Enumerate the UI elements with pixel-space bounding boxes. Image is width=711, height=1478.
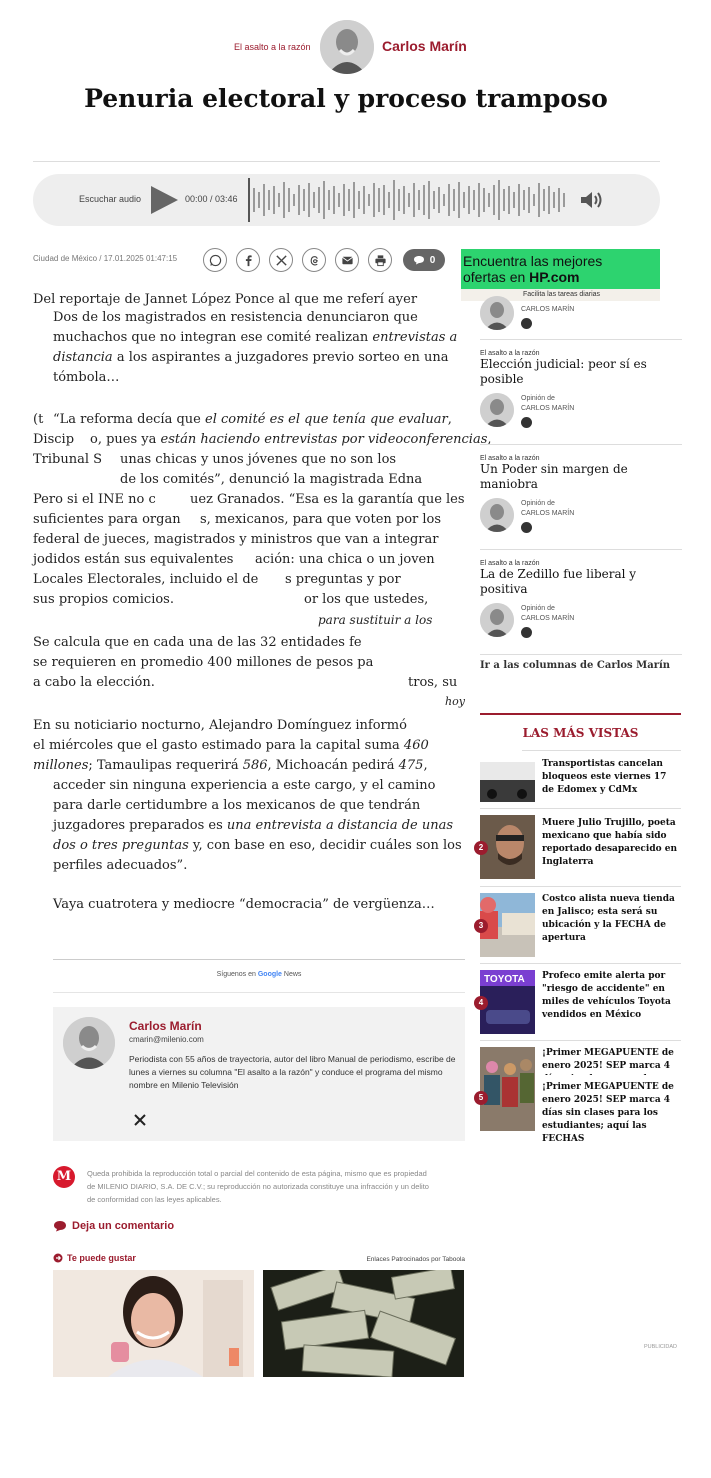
author-bio-card: [53, 1007, 465, 1141]
ad-brand: HP.com: [529, 269, 580, 285]
side-meta: [480, 603, 682, 647]
more-columns-link[interactable]: Ir a las columnas de Carlos Marín: [480, 660, 671, 671]
audio-play-icon[interactable]: [521, 318, 532, 329]
ad-strip: Facilita las tareas diarias: [461, 289, 660, 301]
mini-avatar: [480, 393, 514, 427]
most-viewed-item[interactable]: [480, 815, 681, 885]
divider: [480, 886, 681, 887]
audio-play-icon[interactable]: [521, 627, 532, 638]
side-meta: [480, 393, 682, 437]
side-opinion: Opinión de: [521, 605, 555, 612]
side-kicker: El asalto a la razón: [480, 350, 540, 357]
share-whatsapp-button[interactable]: [203, 248, 227, 272]
rank-badge: 5: [474, 1091, 488, 1105]
article-paragraph: millones; Tamaulipas requerirá 586, Michoacán pedirá 475,: [33, 758, 428, 773]
author-columns-sidebar: [480, 292, 682, 655]
most-viewed-headline[interactable]: Muere Julio Trujillo, poeta mexicano que había sido reportado desaparecido en Inglaterra: [542, 818, 678, 867]
google-news-follow[interactable]: Síguenos en Google News: [216, 971, 302, 978]
divider: [522, 750, 681, 751]
article-paragraph-fragment: Tribunal S: [33, 452, 103, 467]
play-button[interactable]: [147, 183, 181, 217]
article-paragraph-fragment: se requieren en promedio 400 millones de pesos pa: [33, 655, 374, 670]
article-quote-line: or los que ustedes,: [304, 592, 429, 607]
author-avatar[interactable]: [63, 1017, 115, 1069]
audio-time: 00:00 / 03:46: [185, 194, 238, 204]
thumbnail[interactable]: [480, 970, 535, 1034]
article-quote: [53, 308, 465, 388]
legal-notice: Queda prohibida la reproducción total o parcial del contenido de esta página, mismo que es propiedad de MILENIO DIARIO, S.A. DE C.V.; su reproducción no autorizada constituye una infracción y un delito de conformidad con las leyes aplicables.: [87, 1169, 429, 1204]
share-email-button[interactable]: [335, 248, 359, 272]
thumbnail[interactable]: [480, 893, 535, 957]
article-paragraph: Del reportaje de Jannet López Ponce al que me referí ayer: [33, 292, 418, 307]
article-quote: [53, 776, 465, 876]
leave-comment-label: Deja un comentario: [72, 1220, 175, 1232]
quote-line: muchachos que no integran ese comité realizan entrevistas a: [53, 330, 458, 345]
comment-icon: [413, 255, 425, 265]
article-quote-line: o, pues ya están haciendo entrevistas por videoconferencias,: [90, 432, 492, 447]
quote-line: distancia a los aspirantes a juzgadores previo sorteo en una: [53, 350, 449, 365]
thumbnail[interactable]: [480, 815, 535, 879]
article-paragraph: En su noticiario nocturno, Alejandro Domínguez informó: [33, 718, 407, 733]
recommended-label: Te puede gustar: [53, 1253, 136, 1263]
side-title[interactable]: La de Zedillo fue liberal y positiva: [480, 567, 637, 596]
article-paragraph-fragment: jodidos están sus equivalentes: [33, 552, 234, 567]
quote-line: tómbola…: [53, 370, 120, 385]
article-quote-line: s preguntas y por: [285, 572, 401, 587]
milenio-logo: M: [53, 1166, 75, 1188]
most-viewed-headline[interactable]: Transportistas cancelan bloqueos este viernes 17 de Edomex y CdMx: [542, 759, 667, 795]
side-author: CARLOS MARÍN: [521, 405, 575, 412]
recommended-image: [263, 1270, 464, 1377]
side-title[interactable]: Un Poder sin margen de maniobra: [480, 462, 628, 491]
divider: [480, 1040, 681, 1041]
bio-description: Periodista con 55 años de trayectoria, autor del libro Manual de periodismo, escribe de lunes a viernes su columna "El asalto a la razón" y conduce el programa del mismo nombre en Milenio Televisión: [129, 1054, 456, 1090]
thumbnail[interactable]: [480, 756, 535, 802]
side-author: CARLOS MARÍN: [521, 306, 575, 313]
article-quote-line: hoy: [445, 695, 465, 708]
side-kicker: El asalto a la razón: [480, 560, 540, 567]
dateline: Ciudad de México / 17.01.2025 01:47:15: [33, 254, 178, 263]
threads-icon: [308, 254, 321, 267]
whatsapp-icon: [209, 254, 222, 267]
ad-line1: Encuentra las mejores: [463, 253, 603, 269]
author-name[interactable]: Carlos Marín: [382, 38, 467, 54]
rank-badge: 4: [474, 996, 488, 1010]
thumbnail[interactable]: [480, 1047, 535, 1131]
mini-avatar: [480, 498, 514, 532]
divider: [53, 992, 465, 993]
author-avatar[interactable]: [320, 20, 374, 74]
article-quote-line: tros, su: [408, 675, 458, 690]
quote-line: perfiles adecuados”.: [53, 858, 188, 873]
article-header: [0, 18, 711, 78]
audio-player: [33, 174, 660, 226]
most-viewed-headline[interactable]: ¡Primer MEGAPUENTE de enero 2025! SEP marca 4: [542, 1048, 674, 1071]
comment-count-button[interactable]: [403, 249, 445, 271]
mini-avatar: [480, 603, 514, 637]
most-viewed-item[interactable]: [480, 893, 681, 963]
side-kicker: El asalto a la razón: [480, 455, 540, 462]
article-quote-line: “La reforma decía que el comité es el que tenía que evaluar,: [53, 412, 452, 427]
side-title[interactable]: Elección judicial: peor sí es posible: [480, 357, 647, 386]
rank-badge: 2: [474, 841, 488, 855]
most-viewed-headline[interactable]: Profeco emite alerta por "riesgo de accidente" en miles de vehículos Toyota vendidos en México: [542, 971, 671, 1020]
article-quote-line: uez Granados. “Esa es la garantía que les: [190, 492, 465, 507]
ad-line2: ofertas en: [463, 269, 530, 285]
article-paragraph: el miércoles que el gasto estimado para la capital suma 460: [33, 738, 429, 753]
share-facebook-button[interactable]: [236, 248, 260, 272]
quote-line: para darle certidumbre a los mexicanos de que tendrán: [53, 798, 421, 813]
arrow-right-icon: [53, 1253, 63, 1263]
recommended-card[interactable]: [53, 1270, 254, 1377]
x-icon: [275, 254, 288, 267]
volume-icon: [579, 189, 603, 211]
comment-icon: [53, 1220, 67, 1232]
side-meta: [480, 498, 682, 542]
divider: [480, 808, 681, 809]
facebook-icon: [242, 254, 255, 267]
page-title: Penuria electoral y proceso tramposo: [84, 84, 608, 113]
divider: [480, 963, 681, 964]
most-viewed-item[interactable]: [480, 970, 681, 1040]
ad-headline: [463, 253, 653, 285]
taboola-credit[interactable]: Enlaces Patrocinados por Taboola: [366, 1256, 465, 1263]
play-icon: [147, 183, 181, 217]
audio-play-icon[interactable]: [521, 417, 532, 428]
rank-badge: 3: [474, 919, 488, 933]
audio-label: Escuchar audio: [79, 194, 142, 204]
volume-button[interactable]: [579, 189, 603, 211]
email-icon: [341, 254, 354, 267]
article-quote-line: para sustituir a los: [318, 613, 433, 627]
side-column-item: [480, 292, 682, 340]
article-paragraph-fragment: federal de jueces, magistrados y ministros que van a integrar: [33, 532, 439, 547]
audio-waveform[interactable]: [248, 174, 568, 226]
article-quote-line: ación: una chica o un joven: [255, 552, 435, 567]
share-x-button[interactable]: [269, 248, 293, 272]
quote-line: Dos de los magistrados en resistencia denunciaron que: [53, 310, 418, 325]
article-paragraph-fragment: Se calcula que en cada una de las 32 entidades fe: [33, 635, 362, 650]
most-viewed-headline[interactable]: ¡Primer MEGAPUENTE de enero 2025! SEP marca 4 días sin clases para los estudiantes; aquí las FECHAS: [542, 1081, 681, 1146]
bio-name[interactable]: Carlos Marín: [129, 1019, 202, 1033]
article-quote-line: s, mexicanos, para que voten por los: [200, 512, 442, 527]
recommended-image: [53, 1270, 254, 1377]
print-icon: [374, 254, 387, 267]
share-bar: [203, 248, 392, 272]
article-paragraph-fragment: sus propios comicios.: [33, 592, 174, 607]
bio-x-link[interactable]: [133, 1113, 147, 1127]
bio-email[interactable]: cmarin@milenio.com: [129, 1035, 204, 1044]
quote-line: juzgadores preparados es una entrevista a distancia de unas: [53, 818, 454, 833]
leave-comment-link[interactable]: [53, 1220, 174, 1232]
article-quote-line: unas chicas y unos jóvenes que no son los: [120, 452, 397, 467]
comment-count: 0: [429, 254, 436, 266]
side-column-item[interactable]: [480, 550, 682, 655]
recommended-card[interactable]: [263, 1270, 464, 1377]
most-viewed-headline[interactable]: Costco alista nueva tienda en Jalisco; esta será su ubicación y la FECHA de apertura: [542, 894, 675, 943]
article-paragraph-fragment: a cabo la elección.: [33, 675, 155, 690]
divider: [33, 161, 660, 162]
quote-line: dos o tres preguntas y, con base en eso, decidir cuáles son los: [53, 838, 462, 853]
side-opinion: Opinión de: [521, 395, 555, 402]
article-closing: Vaya cuatrotera y mediocre “democracia” de vergüenza…: [53, 897, 435, 912]
x-icon: [133, 1113, 147, 1127]
article-paragraph-fragment: Pero si el INE no c: [33, 492, 156, 507]
mini-avatar: [480, 296, 514, 330]
most-viewed-rule: [480, 713, 681, 715]
divider: [53, 959, 465, 960]
side-author: CARLOS MARÍN: [521, 510, 575, 517]
article-paragraph-fragment: (t: [33, 412, 44, 427]
side-column-item[interactable]: [480, 340, 682, 445]
quote-line: acceder sin ninguna experiencia a este cargo, y el camino: [53, 778, 436, 793]
publicidad-label: PUBLICIDAD: [644, 1344, 678, 1350]
svg-text:TOYOTA: TOYOTA: [484, 974, 525, 985]
share-threads-button[interactable]: [302, 248, 326, 272]
most-viewed-title: LAS MÁS VISTAS: [522, 726, 639, 740]
side-opinion: Opinión de: [521, 500, 555, 507]
side-column-item[interactable]: [480, 445, 682, 550]
column-kicker[interactable]: El asalto a la razón: [234, 42, 311, 52]
article-paragraph-fragment: Discip: [33, 432, 75, 447]
article-paragraph-fragment: Locales Electorales, incluido el de: [33, 572, 259, 587]
audio-play-icon[interactable]: [521, 522, 532, 533]
side-author: CARLOS MARÍN: [521, 615, 575, 622]
article-quote-line: de los comités”, denunció la magistrada Edna: [120, 472, 423, 487]
print-button[interactable]: [368, 248, 392, 272]
most-viewed-item[interactable]: [478, 1047, 681, 1144]
article-paragraph-fragment: suficientes para organ: [33, 512, 181, 527]
